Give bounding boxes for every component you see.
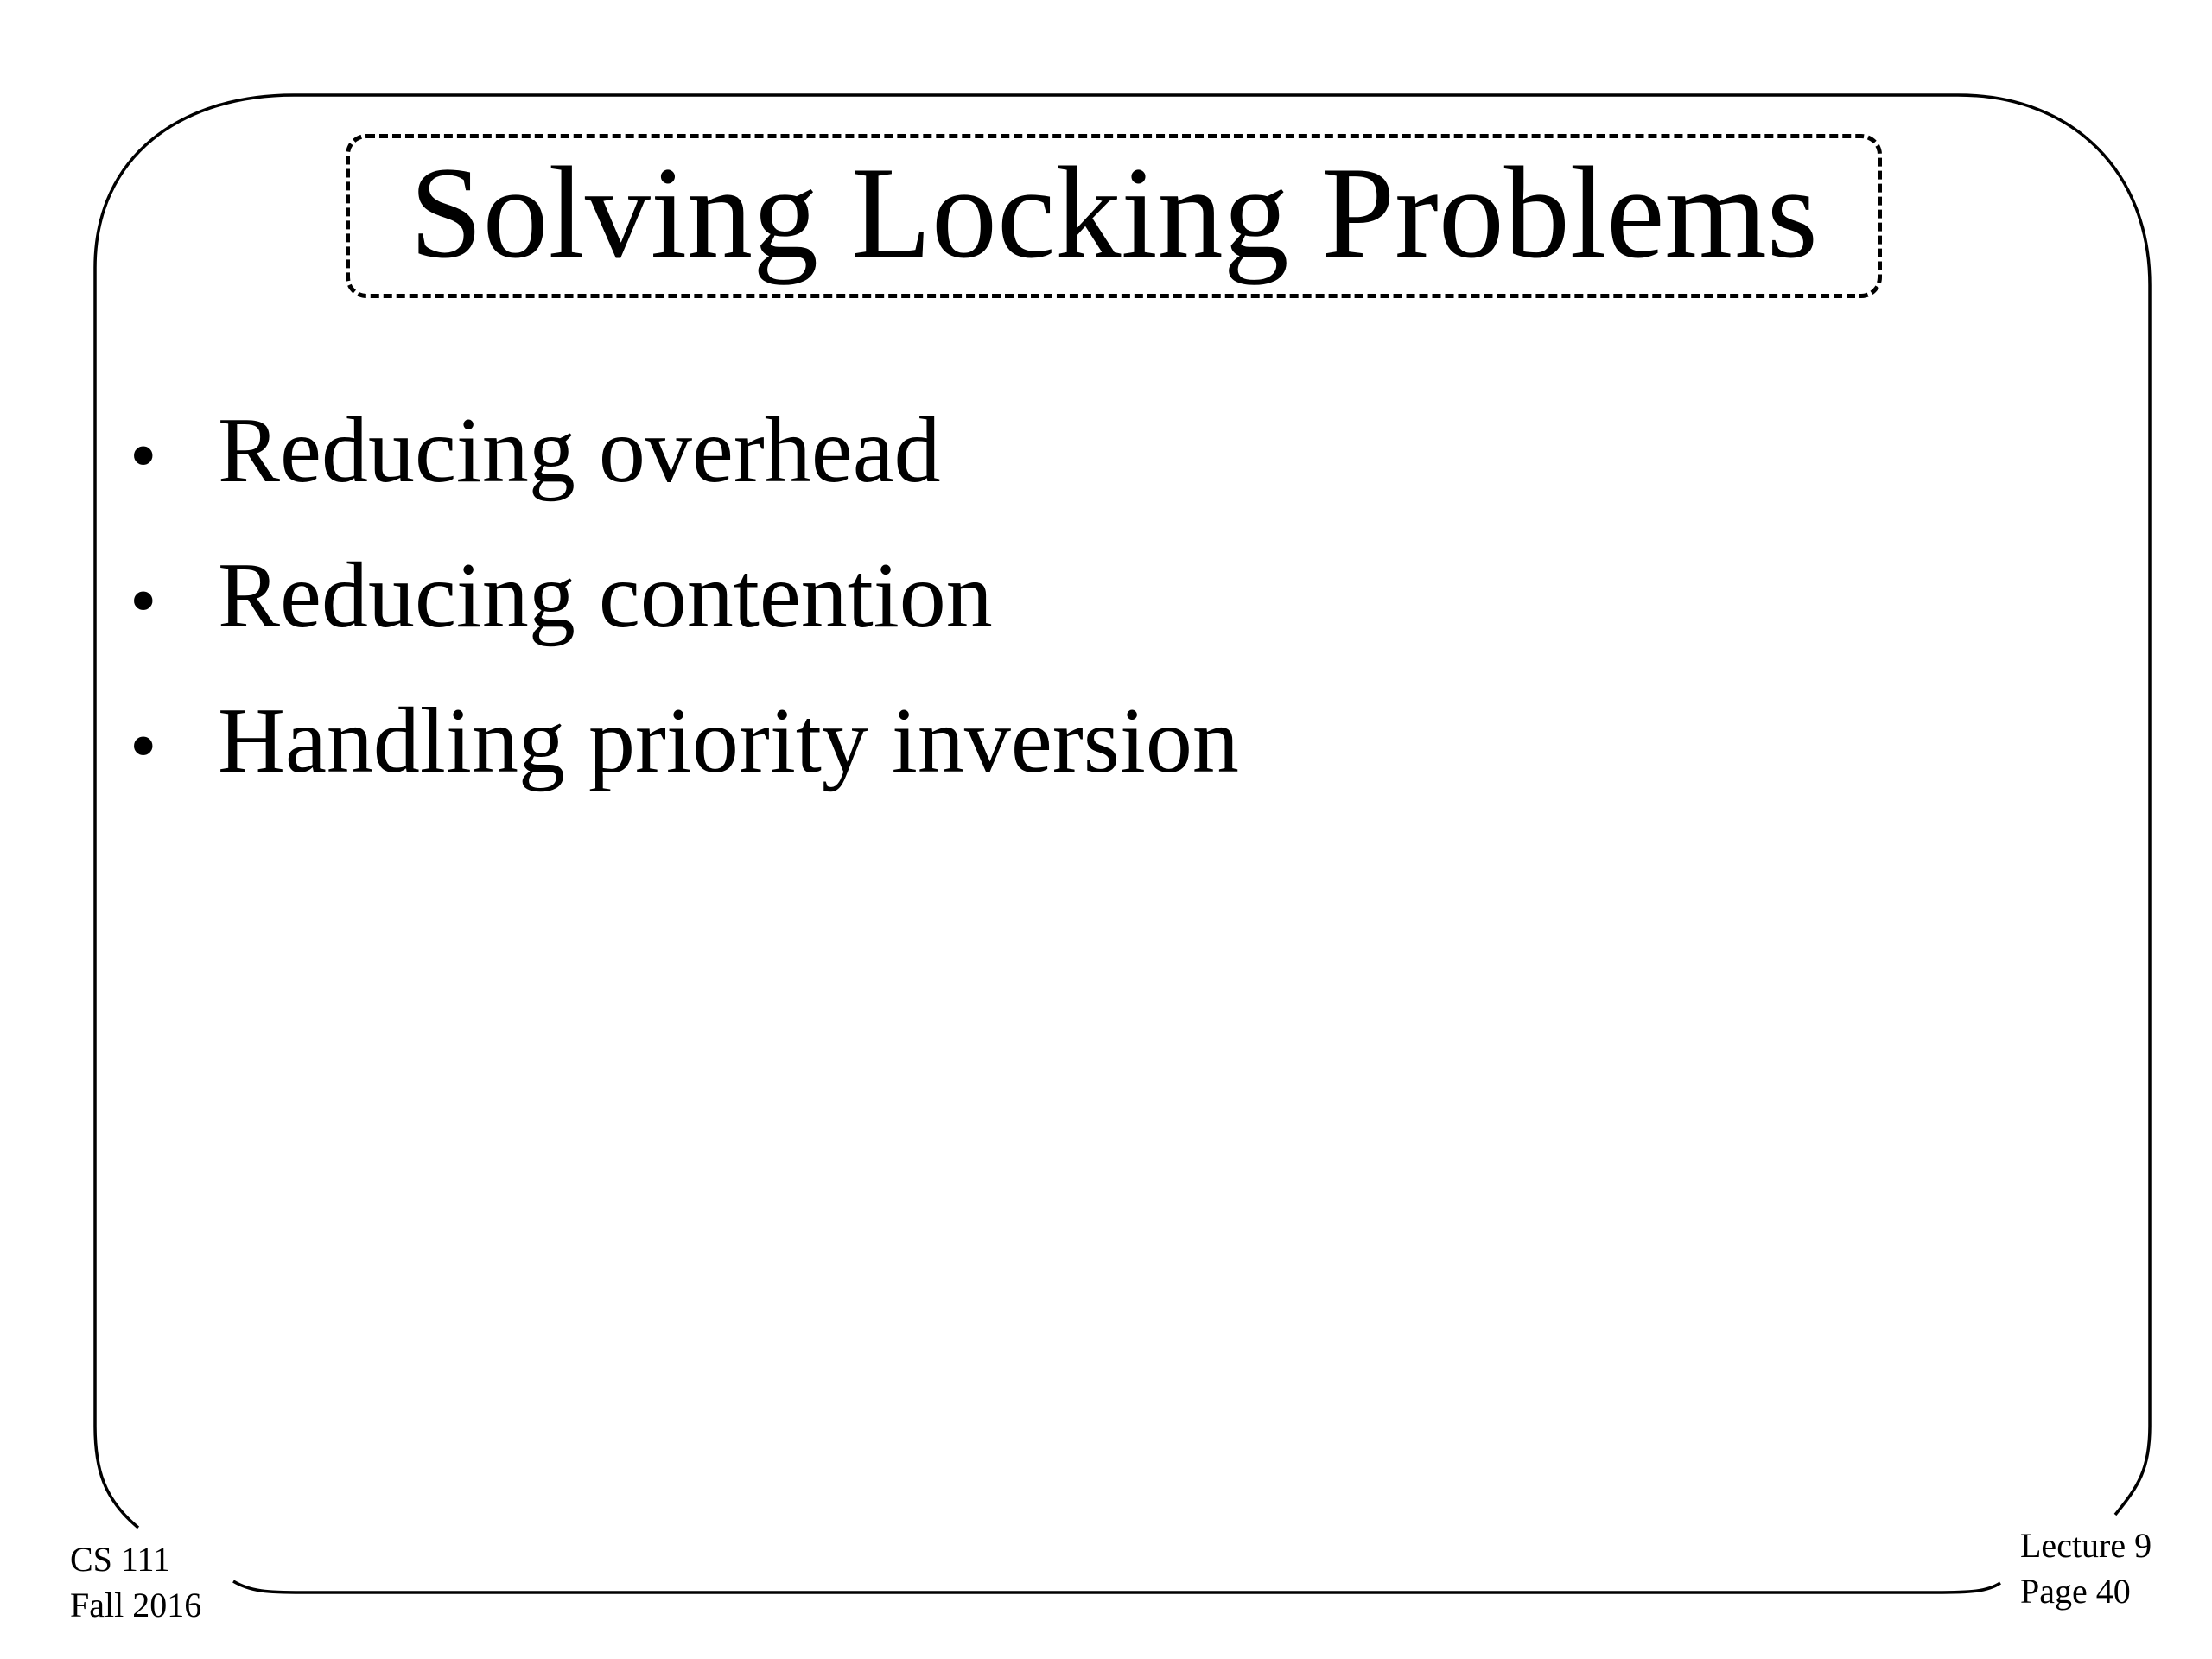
bullet-icon: • [130,558,157,644]
bullet-text: Reducing overhead [218,399,941,502]
footer-course-info [70,1536,201,1628]
bullet-item [130,690,1239,840]
footer-lecture-info [2020,1522,2152,1614]
slide-title: Solving Locking Problems [410,140,1818,285]
bullet-item [130,544,1239,695]
page-number: Page 40 [2020,1572,2131,1611]
bullet-icon: • [130,703,157,789]
bullet-item [130,399,1239,550]
course-label: CS 111 [70,1540,170,1579]
bullet-text: Handling priority inversion [218,690,1239,792]
slide-title-box [346,134,1882,298]
lecture-label: Lecture 9 [2020,1526,2152,1565]
bullet-icon: • [130,413,157,499]
bullet-text: Reducing contention [218,544,993,647]
bullet-list [130,399,1239,840]
term-label: Fall 2016 [70,1586,202,1624]
